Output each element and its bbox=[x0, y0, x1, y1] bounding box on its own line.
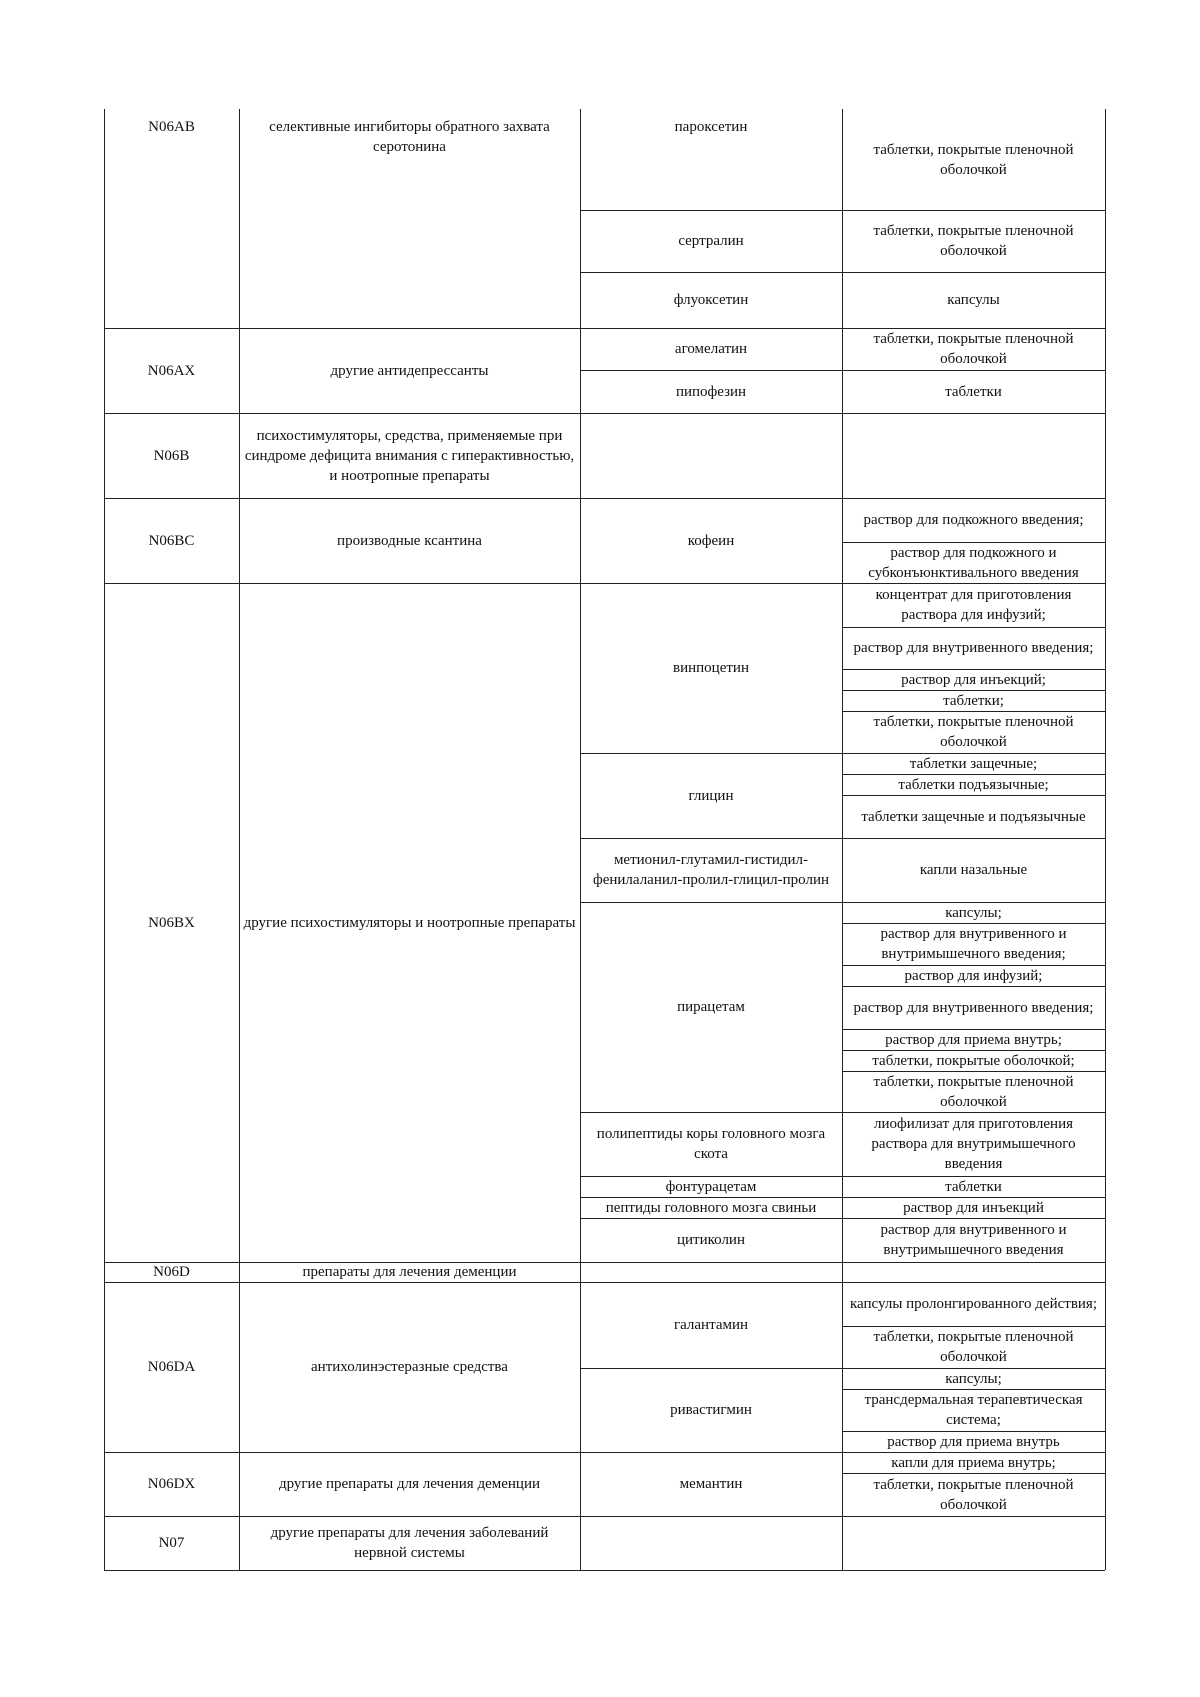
dosage-form-cell: таблетки подъязычные; bbox=[898, 776, 1049, 793]
atc-code-cell: N06AX bbox=[147, 362, 196, 379]
drug-name-cell: сертралин bbox=[678, 233, 744, 249]
drug-name-cell: мемантин bbox=[679, 1476, 743, 1492]
drug-name-cell: ривастигмин bbox=[670, 1402, 752, 1418]
dosage-form-cell: таблетки, покрытые пленочной оболочкой bbox=[873, 714, 1074, 750]
dosage-form-cell: капли для приема внутрь; bbox=[891, 1454, 1056, 1471]
drug-name-cell: цитиколин bbox=[676, 1232, 745, 1248]
drug-name-cell: глицин bbox=[688, 787, 734, 804]
drug-name-cell: фонтурацетам bbox=[665, 1178, 757, 1195]
drug-name-cell: винпоцетин bbox=[673, 660, 749, 676]
dosage-form-cell: раствор для подкожного и субконъюнктивального введения bbox=[868, 544, 1079, 581]
dosage-form-cell: таблетки защечные и подъязычные bbox=[861, 808, 1086, 825]
dosage-form-cell: раствор для внутривенного введения; bbox=[853, 640, 1094, 656]
atc-group-cell: другие антидепрессанты bbox=[330, 362, 489, 379]
dosage-form-cell: капли назальные bbox=[919, 862, 1028, 878]
dosage-form-cell: концентрат для приготовления раствора для инфузий; bbox=[875, 587, 1072, 623]
atc-group-cell: производные ксантина bbox=[337, 532, 482, 549]
drug-name-cell: пароксетин bbox=[674, 119, 748, 135]
atc-group-cell: другие препараты для лечения деменции bbox=[278, 1476, 541, 1492]
dosage-form-cell: трансдермальная терапевтическая система; bbox=[864, 1392, 1083, 1428]
dosage-form-cell: капсулы; bbox=[945, 904, 1002, 921]
drug-name-cell: агомелатин bbox=[674, 341, 748, 357]
dosage-form-cell: раствор для инъекций bbox=[903, 1199, 1044, 1216]
atc-code-cell: N06BX bbox=[148, 914, 195, 931]
drug-name-cell: кофеин bbox=[687, 532, 735, 549]
dosage-form-cell: таблетки, покрытые пленочной оболочкой bbox=[873, 223, 1074, 259]
atc-code-cell: N06AB bbox=[148, 119, 195, 135]
dosage-form-cell: таблетки bbox=[945, 1178, 1002, 1195]
dosage-form-cell: раствор для внутривенного и внутримышечного введения bbox=[880, 1222, 1067, 1258]
atc-code-cell: N06BC bbox=[148, 532, 195, 549]
dosage-form-cell: раствор для инъекций; bbox=[901, 671, 1046, 688]
drug-name-cell: галантамин bbox=[673, 1317, 749, 1333]
dosage-form-cell: таблетки, покрытые пленочной оболочкой bbox=[873, 1329, 1074, 1365]
atc-group-cell: селективные ингибиторы обратного захвата серотонина bbox=[269, 119, 550, 155]
atc-code-cell: N06B bbox=[153, 447, 190, 464]
dosage-form-cell: таблетки, покрытые пленочной оболочкой bbox=[873, 331, 1074, 367]
dosage-form-cell: раствор для подкожного введения; bbox=[863, 512, 1084, 528]
dosage-form-cell: раствор для инфузий; bbox=[904, 967, 1043, 984]
atc-group-cell: другие препараты для лечения заболеваний нервной системы bbox=[270, 1525, 549, 1561]
atc-code-cell: N07 bbox=[158, 1535, 185, 1551]
drug-name-cell: пептиды головного мозга свиньи bbox=[605, 1199, 817, 1216]
atc-group-cell: антихолинэстеразные средства bbox=[311, 1359, 508, 1375]
dosage-form-cell: раствор для внутривенного введения; bbox=[853, 999, 1094, 1016]
dosage-form-cell: таблетки, покрытые пленочной оболочкой bbox=[873, 1073, 1074, 1110]
drug-name-cell: полипептиды коры головного мозга скота bbox=[596, 1126, 826, 1162]
atc-code-cell: N06D bbox=[153, 1264, 190, 1280]
drug-name-cell: флуоксетин bbox=[673, 292, 749, 308]
dosage-form-cell: таблетки bbox=[945, 383, 1002, 400]
dosage-form-cell: лиофилизат для приготовления раствора для внутримышечного введения bbox=[871, 1116, 1076, 1172]
atc-code-cell: N06DX bbox=[147, 1476, 196, 1492]
dosage-form-cell: раствор для приема внутрь; bbox=[885, 1031, 1062, 1048]
atc-code-cell: N06DA bbox=[147, 1359, 196, 1375]
dosage-form-cell: капсулы пролонгированного действия; bbox=[849, 1296, 1098, 1312]
dosage-form-cell: таблетки, покрытые пленочной оболочкой bbox=[873, 1476, 1074, 1513]
drug-name-cell: метионил-глутамил-гистидил-фенилаланил-пролил-глицил-пролин bbox=[592, 852, 829, 888]
dosage-form-cell: таблетки; bbox=[943, 692, 1004, 709]
dosage-form-cell: раствор для внутривенного и внутримышечного введения; bbox=[880, 926, 1067, 962]
dosage-form-cell: раствор для приема внутрь bbox=[887, 1433, 1060, 1450]
drug-name-cell: пипофезин bbox=[675, 383, 747, 400]
dosage-form-cell: таблетки, покрытые оболочкой; bbox=[872, 1052, 1075, 1069]
drug-name-cell: пирацетам bbox=[677, 999, 745, 1015]
dosage-form-cell: капсулы; bbox=[945, 1370, 1002, 1387]
atc-group-cell: психостимуляторы, средства, применяемые при синдроме дефицита внимания с гиперактивностью, и ноотропные препараты bbox=[244, 427, 575, 484]
dosage-form-cell: таблетки защечные; bbox=[909, 755, 1038, 772]
atc-group-cell: другие психостимуляторы и ноотропные препараты bbox=[243, 914, 576, 931]
atc-group-cell: препараты для лечения деменции bbox=[302, 1264, 517, 1280]
dosage-form-cell: капсулы bbox=[947, 292, 1000, 308]
dosage-form-cell: таблетки, покрытые пленочной оболочкой bbox=[873, 141, 1074, 178]
